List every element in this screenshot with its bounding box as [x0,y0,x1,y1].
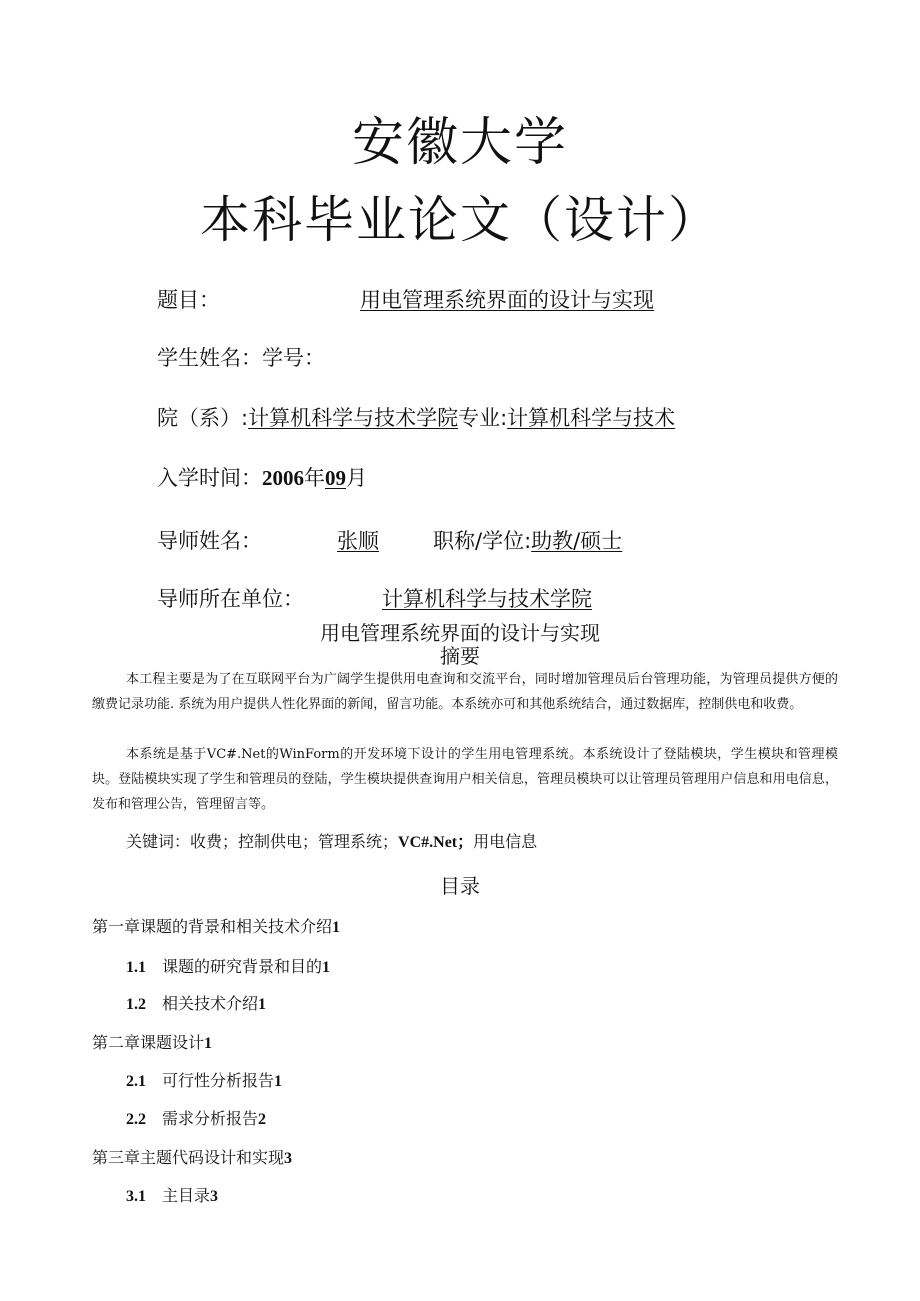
advisor-value: 张顺 [337,529,379,553]
toc-item-text: 课题的研究背景和目的 [162,957,323,976]
enroll-month-unit: 月 [346,466,367,490]
toc-item-text: 主目录 [162,1186,211,1205]
toc-item-page: 3 [284,1150,293,1167]
enroll-year-unit: 年 [304,466,325,490]
abstract-title: 用电管理系统界面的设计与实现 [320,621,600,645]
dept-major-row [157,402,675,432]
toc-item[interactable] [126,954,330,977]
major-label: 专业: [458,406,508,430]
toc-item-text: 第二章课题设计 [92,1033,205,1052]
topic-label: 题目： [157,288,220,312]
toc-item-page: 1 [332,919,341,936]
toc-item[interactable] [126,1068,282,1091]
keywords-b: VC#.Net； [398,834,474,851]
toc-item[interactable] [126,1106,266,1129]
enroll-row [157,462,367,492]
unit-label: 导师所在单位： [157,587,304,611]
keywords-label: 关键词： [126,832,191,851]
abstract-paragraph-1: 本工程主要是为了在互联网平台为广阔学生提供用电查询和交流平台，同时增加管理员后台管理功能，为管理员提供方便的缴费记录功能. 系统为用户提供人性化界面的新闻，留言功能。本系统亦可和其他系统结合，通过数据库，控制供电和收费。 [92,672,838,712]
abstract-paragraph-2: 本系统是基于VC#.Net的WinForm的开发环境下设计的学生用电管理系统。本系统设计了登陆模块，学生模块和管理模块。登陆模块实现了学生和管理员的登陆，学生模块提供查询用户相关信息，管理员模块可以让管理员管理用户信息和用电信息，发布和管理公告，管理留言等。 [92,747,838,812]
abstract-heading: 摘要 [440,644,480,668]
toc-item-page: 1 [204,1035,213,1052]
toc-item-page: 3 [210,1188,219,1205]
toc-item-text: 第三章主题代码设计和实现 [92,1148,285,1167]
toc-item[interactable] [126,991,266,1014]
toc-item-number: 2.2 [126,1111,146,1128]
student-label: 学生姓名：学号： [157,346,325,370]
toc-item[interactable] [92,1145,292,1168]
toc-item-page: 1 [258,996,267,1013]
toc-item[interactable] [92,914,340,937]
toc-heading: 目录 [440,874,480,898]
toc-item-number: 1.1 [126,959,146,976]
toc-item-page: 1 [322,959,331,976]
toc-item-page: 1 [274,1073,283,1090]
toc-item[interactable] [126,1183,218,1206]
keywords-a: 收费；控制供电；管理系统； [190,832,399,851]
toc-item-text: 可行性分析报告 [162,1071,275,1090]
enroll-label: 入学时间： [157,466,262,490]
thesis-type-title: 本科毕业论文（设计） [200,191,720,249]
advisor-label: 导师姓名： [157,529,262,553]
enroll-month: 09 [325,466,346,490]
dept-value: 计算机科学与技术学院 [248,406,459,430]
title-label: 职称/学位: [433,529,532,553]
toc-item-text: 需求分析报告 [162,1109,259,1128]
keywords-row [126,829,537,852]
dept-label: 院（系）: [157,406,249,430]
unit-value: 计算机科学与技术学院 [382,587,592,611]
topic-value: 用电管理系统界面的设计与实现 [360,288,654,312]
toc-item-page: 2 [258,1111,267,1128]
toc-item-number: 3.1 [126,1188,146,1205]
title-value: 助教/硕士 [531,529,623,553]
toc-item-text: 第一章课题的背景和相关技术介绍 [92,917,333,936]
keywords-c: 用电信息 [473,832,538,851]
toc-item-number: 1.2 [126,996,146,1013]
toc-item[interactable] [92,1030,212,1053]
major-value: 计算机科学与技术 [507,406,676,430]
title-row [433,525,622,555]
toc-item-number: 2.1 [126,1073,146,1090]
university-title: 安徽大学 [351,113,568,173]
toc-item-text: 相关技术介绍 [162,994,259,1013]
enroll-year: 2006 [262,466,304,490]
